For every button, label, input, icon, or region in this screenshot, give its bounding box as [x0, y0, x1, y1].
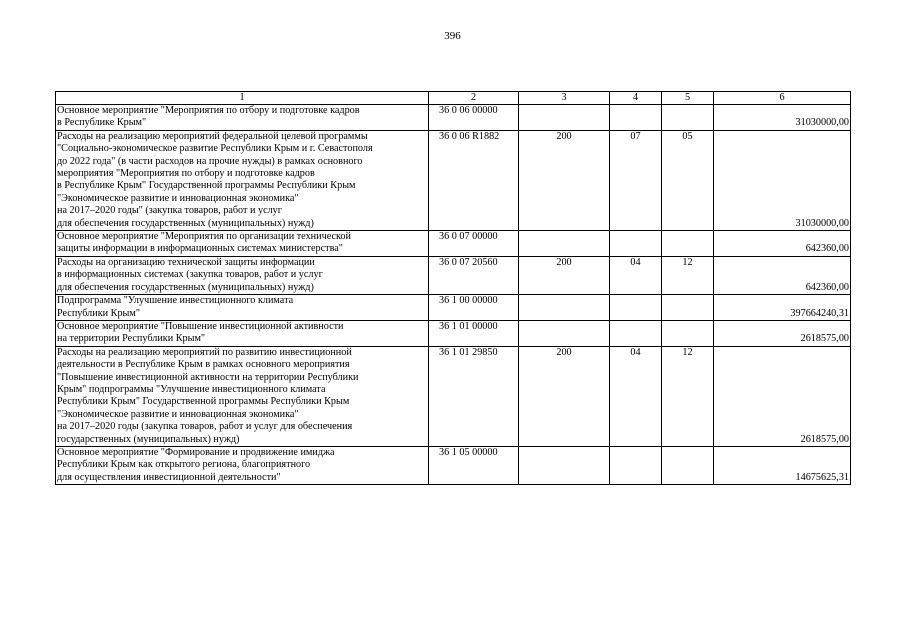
row-col3-cell: 200 — [519, 346, 610, 446]
row-name-cell: Основное мероприятие "Повышение инвестиционной активности на территории Республики Крым" — [56, 320, 429, 346]
row-col3-cell: 200 — [519, 130, 610, 230]
table-row — [56, 295, 851, 321]
row-name-cell: Основное мероприятие "Мероприятия по отбору и подготовке кадров в Республике Крым" — [56, 105, 429, 131]
budget-table-body — [56, 92, 851, 485]
column-header-2: 2 — [429, 92, 519, 105]
row-col5-cell — [662, 295, 714, 321]
row-col4-cell — [610, 105, 662, 131]
row-amount-cell: 14675625,31 — [714, 446, 851, 484]
row-name-cell: Расходы на реализацию мероприятий по развитию инвестиционной деятельности в Республике Крым в рамках основного мероприятия "Повышение инвестиционной активности на территории Республики Крым" подпрограммы "Улучшение инвестиционного климата Республики Крым" Государственной программы Республики Крым "Экономическое развитие и инновационная экономика" на 2017–2020 годы (закупка товаров, работ и услуг для обеспечения государственных (муниципальных) нужд) — [56, 346, 429, 446]
row-amount-cell: 31030000,00 — [714, 105, 851, 131]
row-col3-cell: 200 — [519, 256, 610, 294]
row-col4-cell: 07 — [610, 130, 662, 230]
row-name-cell: Расходы на реализацию мероприятий федеральной целевой программы "Социально-экономическое развитие Республики Крым и г. Севастополя до 2022 года" (в части расходов на прочие нужды) в рамках основного мероприятия "Мероприятия по отбору и подготовке кадров в Республике Крым" Государственной программы Республики Крым "Экономическое развитие и инновационная экономика" на 2017–2020 годы" (закупка товаров, работ и услуг для обеспечения государственных (муниципальных) нужд) — [56, 130, 429, 230]
column-header-4: 4 — [610, 92, 662, 105]
row-col4-cell — [610, 295, 662, 321]
row-col4-cell — [610, 446, 662, 484]
row-col4-cell — [610, 320, 662, 346]
row-col4-cell: 04 — [610, 346, 662, 446]
table-row — [56, 446, 851, 484]
table-row — [56, 346, 851, 446]
table-row — [56, 320, 851, 346]
row-amount-cell: 31030000,00 — [714, 130, 851, 230]
column-header-1: 1 — [56, 92, 429, 105]
row-amount-cell: 642360,00 — [714, 256, 851, 294]
row-col5-cell: 12 — [662, 346, 714, 446]
row-col5-cell — [662, 320, 714, 346]
row-code-cell: 36 0 07 20560 — [429, 256, 519, 294]
column-header-6: 6 — [714, 92, 851, 105]
row-col3-cell — [519, 295, 610, 321]
row-code-cell: 36 1 01 29850 — [429, 346, 519, 446]
row-name-cell: Расходы на организацию технической защиты информации в информационных системах (закупка товаров, работ и услуг для обеспечения государственных (муниципальных) нужд) — [56, 256, 429, 294]
row-code-cell: 36 1 05 00000 — [429, 446, 519, 484]
row-amount-cell: 2618575,00 — [714, 346, 851, 446]
row-col5-cell: 05 — [662, 130, 714, 230]
row-col4-cell: 04 — [610, 256, 662, 294]
budget-table — [55, 91, 851, 485]
row-col3-cell — [519, 105, 610, 131]
row-code-cell: 36 0 07 00000 — [429, 231, 519, 257]
row-code-cell: 36 1 01 00000 — [429, 320, 519, 346]
row-name-cell: Подпрограмма "Улучшение инвестиционного климата Республики Крым" — [56, 295, 429, 321]
row-code-cell: 36 1 00 00000 — [429, 295, 519, 321]
row-col5-cell — [662, 105, 714, 131]
row-col5-cell — [662, 446, 714, 484]
table-row — [56, 130, 851, 230]
column-header-5: 5 — [662, 92, 714, 105]
row-col3-cell — [519, 320, 610, 346]
table-header-row — [56, 92, 851, 105]
row-name-cell: Основное мероприятие "Мероприятия по организации технической защиты информации в информационных системах министерства" — [56, 231, 429, 257]
row-name-cell: Основное мероприятие "Формирование и продвижение имиджа Республики Крым как открытого региона, благоприятного для осуществления инвестиционной деятельности" — [56, 446, 429, 484]
row-amount-cell: 642360,00 — [714, 231, 851, 257]
row-col3-cell — [519, 446, 610, 484]
row-amount-cell: 2618575,00 — [714, 320, 851, 346]
table-row — [56, 231, 851, 257]
row-col3-cell — [519, 231, 610, 257]
row-col5-cell: 12 — [662, 256, 714, 294]
column-header-3: 3 — [519, 92, 610, 105]
row-col5-cell — [662, 231, 714, 257]
row-code-cell: 36 0 06 R1882 — [429, 130, 519, 230]
row-code-cell: 36 0 06 00000 — [429, 105, 519, 131]
table-row — [56, 105, 851, 131]
table-row — [56, 256, 851, 294]
row-amount-cell: 397664240,31 — [714, 295, 851, 321]
page-number: 396 — [444, 30, 461, 42]
row-col4-cell — [610, 231, 662, 257]
